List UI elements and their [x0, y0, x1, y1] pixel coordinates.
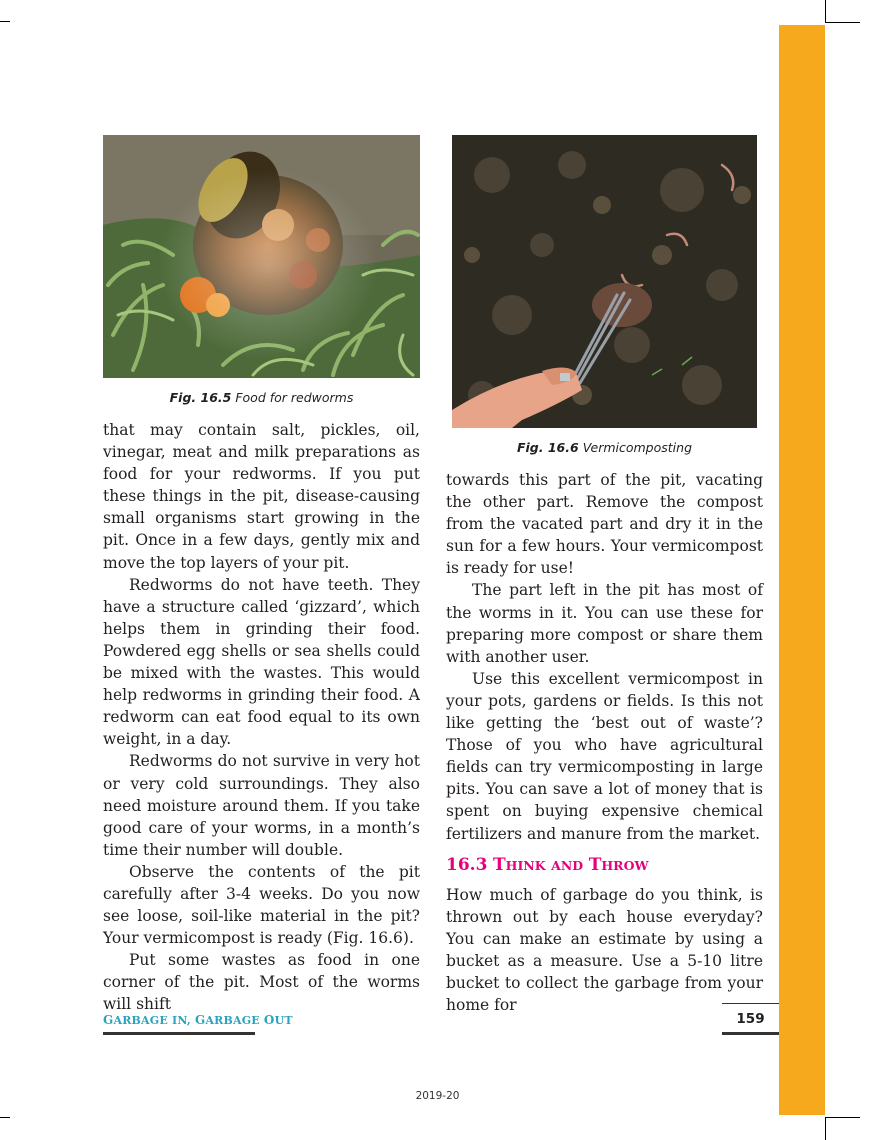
- figure-title: Food for redworms: [235, 390, 354, 405]
- figure-label: Fig. 16.6: [516, 440, 579, 455]
- figure-caption: [103, 390, 420, 405]
- figure-label: Fig. 16.5: [169, 390, 232, 405]
- crop-mark: [0, 1117, 10, 1118]
- paragraph: Redworms do not have teeth. They have a structure called ‘gizzard’, which helps them in grinding their food. Powdered egg shells or sea shells could be mixed with the wastes. This would help redworms in grinding their food. A redworm can eat food equal to its own weight, in a day.: [103, 575, 420, 749]
- left-column-text: [103, 419, 420, 1016]
- crop-mark: [825, 1117, 860, 1118]
- paragraph: Use this excellent vermicompost in your pots, gardens or fields. Is this not like getting the ‘best out of waste’? Those of you who have agricultural fields can try vermicomposting in large pits. You can save a lot of money that is spent on buying expensive chemical fertilizers and manure from the market.: [446, 669, 763, 843]
- paragraph: Put some wastes as food in one corner of the pit. Most of the worms will shift: [103, 951, 420, 1014]
- figure-title: Vermicomposting: [582, 440, 693, 455]
- paragraph: The part left in the pit has most of the worms in it. You can use these for preparing more compost or share them with another user.: [446, 581, 763, 666]
- paragraph: that may contain salt, pickles, oil, vinegar, meat and milk preparations as food for your redworms. If you put these things in the pit, disease-causing small organisms start growing in the pit. Once in a few days, gently mix and move the top layers of your pit.: [103, 421, 420, 572]
- vermicomposting-photo: [452, 135, 757, 428]
- paragraph: How much of garbage do you think, is thrown out by each house everyday? You can make an estimate by using a bucket as a measure. Use a 5-10 litre bucket to collect the garbage from your home for: [446, 886, 763, 1015]
- crop-mark: [825, 0, 826, 22]
- accent-side-bar: [779, 25, 825, 1115]
- crop-mark: [825, 22, 860, 23]
- figure-caption: [452, 440, 757, 455]
- footer-rule: [722, 1032, 779, 1035]
- paragraph: Observe the contents of the pit carefully after 3-4 weeks. Do you now see loose, soil-like material in the pit? Your vermicompost is ready (Fig. 16.6).: [103, 862, 420, 948]
- paragraph: towards this part of the pit, vacating the other part. Remove the compost from the vacated part and dry it in the sun for a few hours. Your vermicompost is ready for use!: [446, 471, 763, 578]
- crop-mark: [825, 1117, 826, 1140]
- food-for-redworms-photo: [103, 135, 420, 378]
- right-column-text: [446, 884, 763, 1017]
- crop-mark: [0, 21, 10, 22]
- footer-rule: [722, 1003, 779, 1004]
- section-heading: 16.3 THINK AND THROW: [446, 855, 649, 875]
- paragraph: Redworms do not survive in very hot or very cold surroundings. They also need moisture around them. If you take good care of your worms, in a month’s time their number will double.: [103, 752, 420, 859]
- chapter-title-footer: GARBAGE IN, GARBAGE OUT: [103, 1013, 293, 1027]
- right-column-text: [446, 469, 763, 845]
- page-number: 159: [736, 1011, 765, 1027]
- footer-rule: [103, 1032, 255, 1035]
- edition-year: 2019-20: [415, 1090, 460, 1102]
